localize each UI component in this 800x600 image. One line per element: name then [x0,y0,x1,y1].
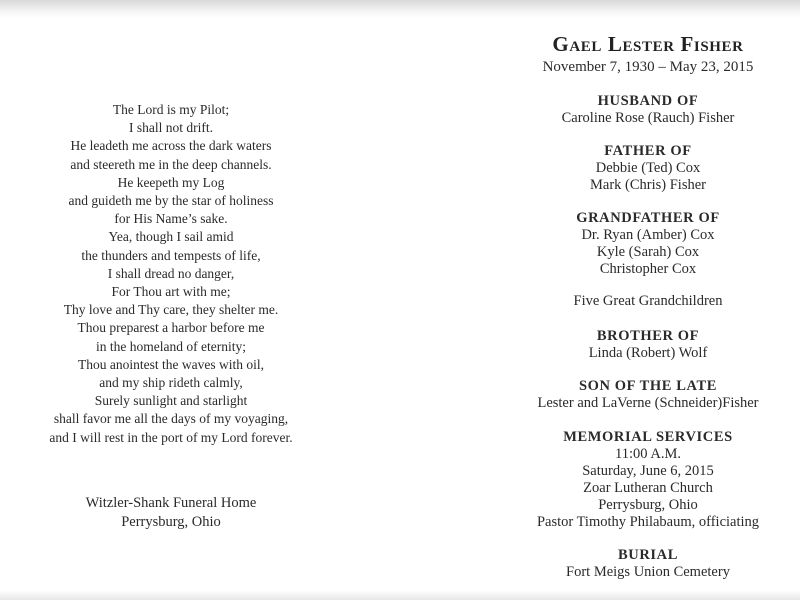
section-heading: FATHER OF [604,143,692,159]
husband-section [496,92,800,127]
poem [0,101,342,447]
funeral-home [0,494,342,532]
poem-line: and steereth me in the deep channels. [70,156,272,172]
section-line: Christopher Cox [599,261,697,277]
section-line: Caroline Rose (Rauch) Fisher [561,110,735,126]
section-line: Fort Meigs Union Cemetery [566,564,730,580]
poem-line: I shall not drift. [129,120,213,136]
poem-line: and guideth me by the star of holiness [68,193,274,209]
section-line: Pastor Timothy Philabaum, officiating [536,514,760,530]
section-line: 11:00 A.M. [615,446,681,462]
section-line: Zoar Lutheran Church [583,480,713,496]
poem-line: Thou preparest a harbor before me [77,320,265,336]
poem-line: Thou anointest the waves with oil, [78,356,264,372]
section-heading: GRANDFATHER OF [576,210,720,226]
poem-line: Yea, though I sail amid [108,229,234,245]
page-bottom-edge [0,590,800,600]
section-line: Perrysburg, Ohio [598,497,698,513]
poem-line: for His Name’s sake. [114,211,228,227]
funeral-home-location: Perrysburg, Ohio [121,514,221,530]
poem-line: I shall dread no danger, [107,265,235,281]
memorial-section [496,428,800,531]
section-heading: SON OF THE LATE [578,378,718,394]
grandfather-section [496,209,800,278]
section-heading: BROTHER OF [596,328,700,344]
poem-line: He keepeth my Log [117,174,225,190]
section-line: Saturday, June 6, 2015 [582,463,714,479]
poem-line: Thy love and Thy care, they shelter me. [63,302,279,318]
funeral-home-name: Witzler-Shank Funeral Home [85,495,257,511]
section-heading: MEMORIAL SERVICES [563,429,733,445]
deceased-name: Gael Lester Fisher [552,32,744,56]
poem-line: the thunders and tempests of life, [81,247,261,263]
poem-line: in the homeland of eternity; [96,338,246,354]
section-line: Linda (Robert) Wolf [588,345,708,361]
poem-line: shall favor me all the days of my voyaging, [53,411,289,427]
section-line: Lester and LaVerne (Schneider)Fisher [537,395,759,411]
father-section [496,142,800,194]
section-line: Mark (Chris) Fisher [590,177,706,193]
section-line: Dr. Ryan (Amber) Cox [581,227,715,243]
section-line: Five Great Grandchildren [573,293,723,309]
section-heading: HUSBAND OF [597,93,699,109]
section-heading: BURIAL [618,547,678,563]
burial-section [496,546,800,581]
section-line: Kyle (Sarah) Cox [596,244,700,260]
poem-line: He leadeth me across the dark waters [70,138,272,154]
great-grandchildren-section [496,293,800,310]
poem-line: and I will rest in the port of my Lord forever. [49,429,293,445]
right-panel [496,0,800,600]
poem-line: Surely sunlight and starlight [94,393,248,409]
life-dates: November 7, 1930 – May 23, 2015 [542,59,754,75]
poem-line: For Thou art with me; [111,284,231,300]
son-section [496,377,800,412]
poem-line: The Lord is my Pilot; [112,102,230,117]
section-line: Debbie (Ted) Cox [595,160,701,176]
poem-line: and my ship rideth calmly, [99,375,243,391]
brother-section [496,327,800,362]
